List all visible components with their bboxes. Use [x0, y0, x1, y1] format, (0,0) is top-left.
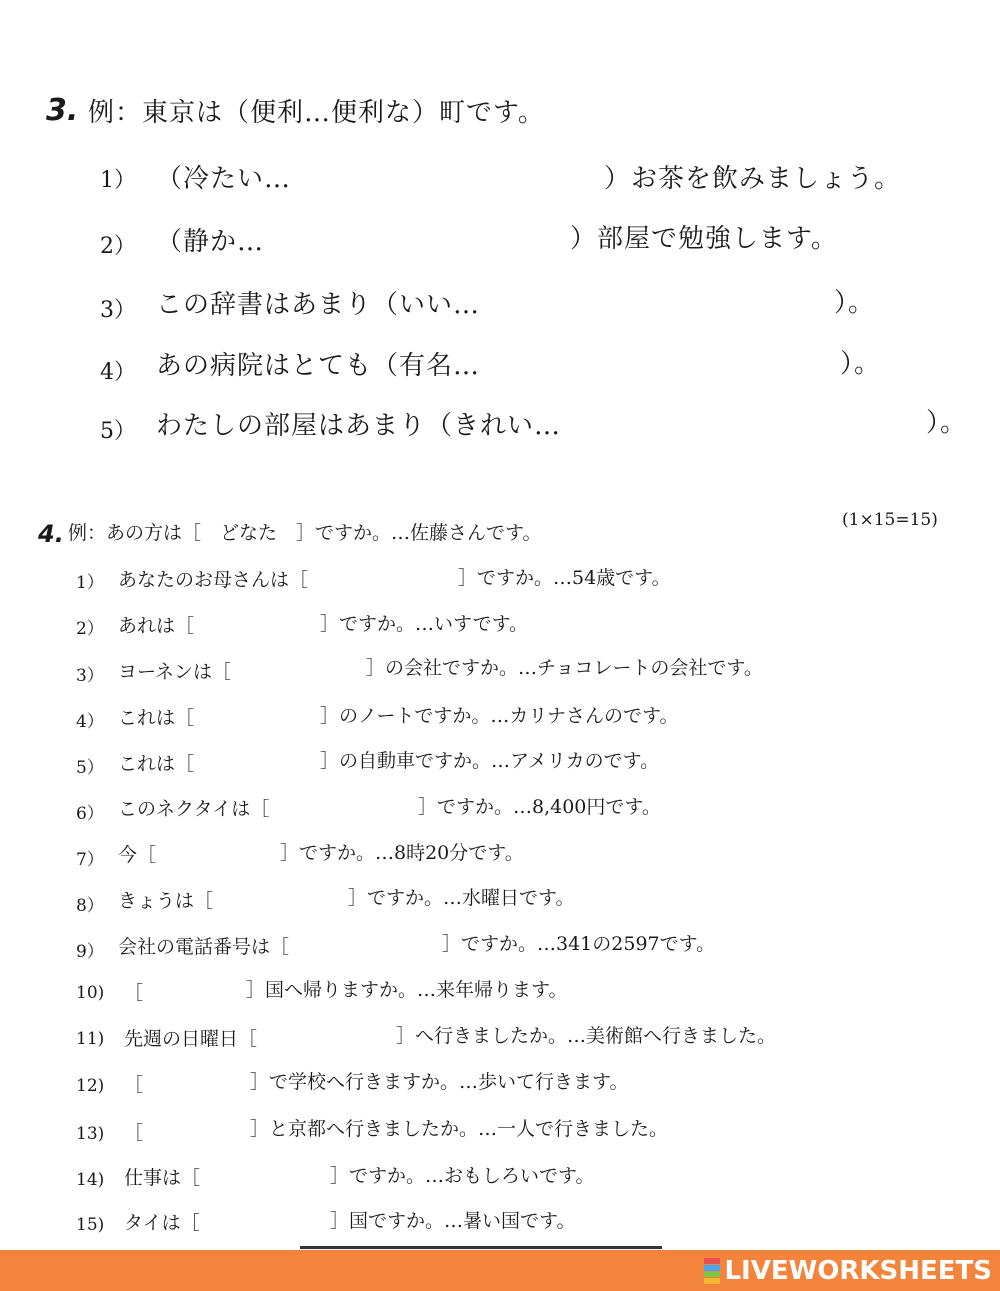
section-4-example: 例：あの方は［ どなた ］ですか。…佐藤さんです。 — [68, 522, 542, 544]
s3-item-number: 1） — [100, 168, 136, 193]
s3-item-ending: ）。 — [926, 408, 968, 438]
s3-item-ending: ）。 — [834, 288, 876, 318]
score-label: (1×15=15) — [842, 510, 938, 530]
logo-mark-icon — [704, 1258, 720, 1284]
logo-mark-segment — [704, 1265, 720, 1271]
s4-item-ending: ］の会社ですか。…チョコレートの会社です。 — [366, 657, 763, 679]
section-4-number: 4. — [38, 520, 64, 548]
s4-item-number: 3） — [76, 666, 104, 686]
s4-item-prompt: 先週の日曜日［ — [124, 1028, 258, 1050]
s4-item-prompt: ［ — [124, 982, 144, 1004]
s4-item-number: 4） — [76, 712, 104, 732]
s4-item-prompt: これは［ — [118, 707, 195, 729]
s4-item-number: 7） — [76, 850, 104, 870]
s4-item-ending: ］ですか。…341の2597です。 — [442, 933, 716, 955]
section-3-example: 例：東京は（便利…便利な）町です。 — [88, 98, 545, 128]
s4-item-ending: ］ですか。…8時20分です。 — [280, 842, 524, 864]
section-3-number: 3. — [46, 93, 79, 128]
s4-item-number: 15) — [76, 1215, 105, 1235]
s4-item-prompt: 今［ — [118, 844, 157, 866]
liveworksheets-logo[interactable] — [704, 1256, 992, 1286]
s4-item-number: 14) — [76, 1170, 105, 1190]
s3-item-prompt: この辞書はあまり（いい… — [156, 290, 481, 320]
s4-item-number: 11) — [76, 1029, 105, 1049]
s3-item-prompt: あの病院はとても（有名… — [156, 351, 481, 381]
s4-item-prompt: ［ — [124, 1074, 144, 1096]
s3-item-prompt: （冷たい… — [156, 164, 292, 194]
s4-item-ending: ］国ですか。…暑い国です。 — [330, 1210, 576, 1232]
s4-item-prompt: あれは［ — [118, 615, 195, 637]
brand-name: LIVEWORKSHEETS — [724, 1256, 992, 1286]
s3-item-prompt: わたしの部屋はあまり（きれい… — [156, 411, 562, 441]
s4-item-ending: ］へ行きましたか。…美術館へ行きました。 — [396, 1025, 777, 1047]
s4-item-prompt: ［ — [124, 1122, 144, 1144]
s4-item-prompt: ヨーネンは［ — [118, 661, 232, 683]
s4-item-prompt: 仕事は［ — [124, 1167, 201, 1189]
s4-item-number: 13) — [76, 1124, 105, 1144]
s4-item-prompt: タイは［ — [124, 1212, 200, 1234]
s4-item-number: 12) — [76, 1076, 105, 1096]
s3-item-prompt: （静か… — [156, 227, 265, 257]
s4-item-ending: ］国へ帰りますか。…来年帰ります。 — [246, 979, 568, 1001]
s3-item-ending: ）お茶を飲みましょう。 — [604, 164, 902, 194]
s4-item-number: 2） — [76, 619, 104, 639]
s4-item-number: 10) — [76, 983, 105, 1003]
s4-item-ending: ］ですか。…水曜日です。 — [348, 887, 575, 909]
s4-item-number: 5） — [76, 758, 104, 778]
s4-item-ending: ］ですか。…8,400円です。 — [418, 796, 661, 818]
logo-mark-segment — [704, 1278, 720, 1284]
s4-item-ending: ］ですか。…おもしろいです。 — [330, 1165, 595, 1187]
s4-item-number: 6） — [76, 804, 104, 824]
s3-item-number: 5） — [100, 419, 136, 444]
s3-item-ending: ）。 — [840, 349, 882, 379]
s3-item-number: 3） — [100, 298, 136, 323]
s4-item-ending: ］の自動車ですか。…アメリカのです。 — [320, 750, 660, 772]
s4-item-prompt: あなたのお母さんは［ — [118, 569, 309, 591]
s4-item-ending: ］で学校へ行きますか。…歩いて行きます。 — [250, 1071, 629, 1093]
s4-item-prompt: これは［ — [118, 753, 195, 775]
s4-item-prompt: 会社の電話番号は［ — [118, 936, 290, 958]
s4-item-ending: ］のノートですか。…カリナさんのです。 — [320, 705, 679, 727]
s4-item-prompt: このネクタイは［ — [118, 798, 270, 820]
s3-item-number: 4） — [100, 360, 136, 385]
divider-line — [300, 1246, 662, 1249]
logo-mark-segment — [704, 1272, 720, 1278]
s4-item-number: 9） — [76, 942, 104, 962]
s4-item-number: 8） — [76, 896, 104, 916]
s3-item-ending: ）部屋で勉強します。 — [570, 224, 838, 254]
s4-item-ending: ］ですか。…いすです。 — [320, 613, 529, 635]
s4-item-ending: ］ですか。…54歳です。 — [458, 567, 671, 589]
s4-item-prompt: きょうは［ — [118, 890, 214, 912]
footer-banner — [0, 1250, 1000, 1291]
s3-item-number: 2） — [100, 234, 136, 259]
s4-item-ending: ］と京都へ行きましたか。…一人で行きました。 — [250, 1118, 669, 1140]
logo-mark-segment — [704, 1258, 720, 1264]
s4-item-number: 1） — [76, 573, 104, 593]
